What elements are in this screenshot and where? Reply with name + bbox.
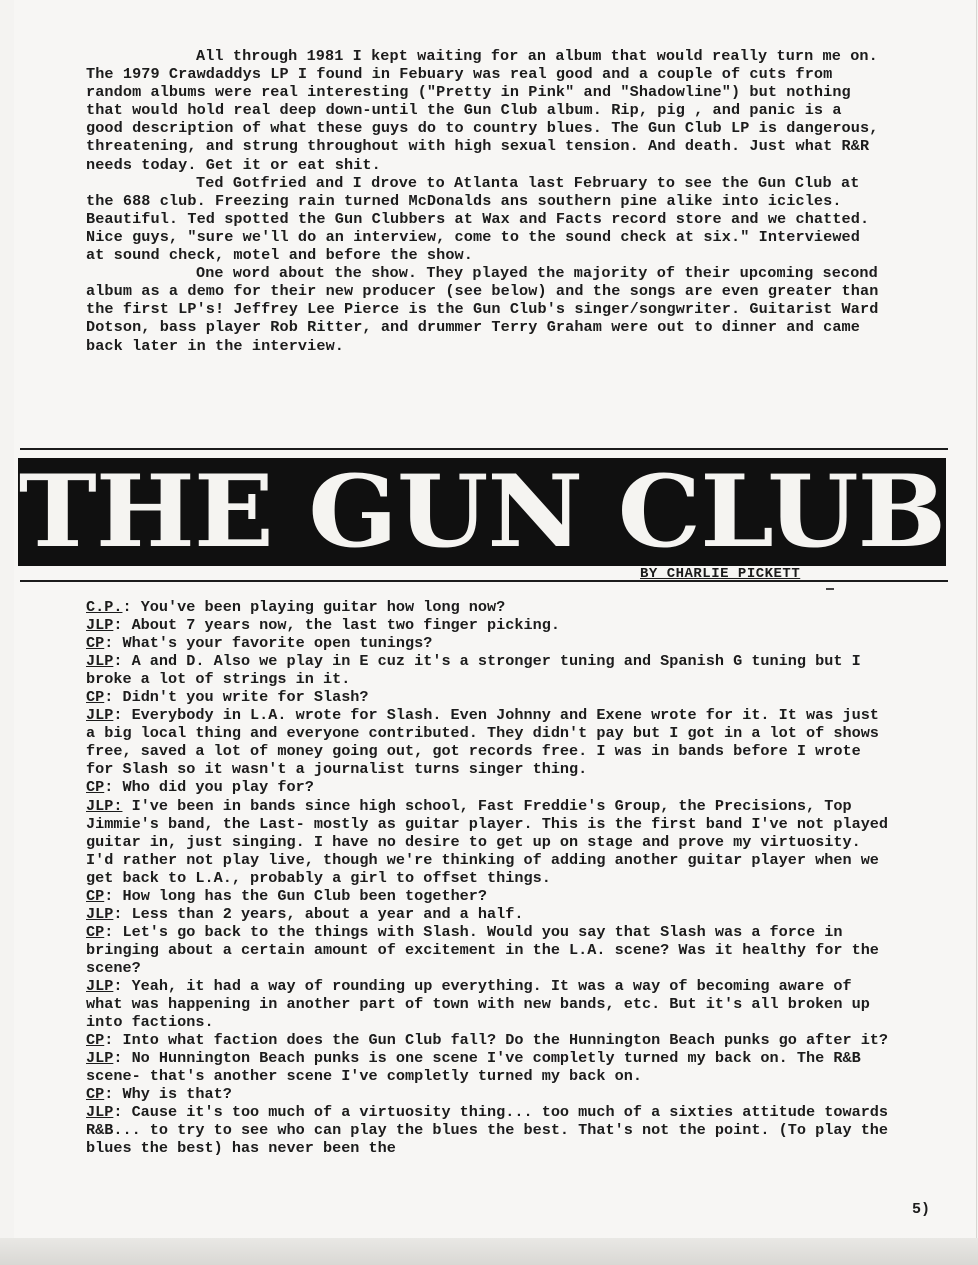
- interview-exchange: [86, 1031, 894, 1049]
- exchange-text: : Everybody in L.A. wrote for Slash. Even Johnny and Exene wrote for it. It was just a big local thing and everyone contributed. They didn't pay but I got in a lot of shows free, saved a lot of money going out, got records free. I was in bands before I wrote for Slash so it wasn't a journalist turns singer thing.: [86, 706, 879, 779]
- exchange-text: : About 7 years now, the last two finger picking.: [113, 616, 560, 635]
- speaker-label: JLP: [86, 904, 114, 923]
- exchange-text: : Into what faction does the Gun Club fall? Do the Hunnington Beach punks go after it?: [104, 1031, 889, 1050]
- interview-exchange: [86, 652, 894, 688]
- intro-text: [86, 47, 886, 355]
- intro-paragraph: All through 1981 I kept waiting for an album that would really turn me on. The 1979 Crawdaddys LP I found in Febuary was real good and a couple of cuts from random albums were real interesting ("Pretty in Pink" and "Shadowline") but nothing that would hold real deep down-until the Gun Club album. Rip, pig , and panic is a good description of what these guys do to country blues. The Gun Club LP is dangerous, threatening, and strung throughout with high sexual tension. And death. Just what R&R needs today. Get it or eat shit.: [86, 47, 879, 174]
- speaker-label: JLP: [86, 976, 114, 995]
- speaker-label: CP: [86, 922, 105, 941]
- interview-exchange: [86, 1049, 894, 1085]
- byline: BY CHARLIE PICKETT: [640, 566, 801, 582]
- top-rule: [20, 448, 948, 450]
- speaker-label: JLP: [86, 1103, 114, 1122]
- speaker-label: JLP: [86, 616, 114, 635]
- interview-exchange: [86, 706, 894, 778]
- title-banner: [18, 453, 946, 570]
- exchange-text: : Less than 2 years, about a year and a half.: [113, 904, 524, 923]
- speaker-label: JLP: [86, 706, 114, 725]
- interview-exchange: [86, 616, 894, 634]
- exchange-text: : How long has the Gun Club been together?: [104, 886, 488, 905]
- exchange-text: : Didn't you write for Slash?: [104, 688, 369, 707]
- interview-text: [86, 598, 894, 1157]
- speaker-label: CP: [86, 886, 105, 905]
- speaker-label: CP: [86, 778, 105, 797]
- speaker-label: JLP: [86, 1049, 114, 1068]
- stray-mark: [826, 588, 834, 590]
- speaker-label: C.P.: [86, 598, 123, 616]
- interview-exchange: [86, 778, 894, 796]
- speaker-label: CP: [86, 688, 105, 707]
- speaker-label: CP: [86, 1031, 105, 1050]
- speaker-label: JLP: [86, 652, 114, 671]
- interview-exchange: [86, 887, 894, 905]
- exchange-text: : No Hunnington Beach punks is one scene I've completly turned my back on. The R&B scene- that's another scene I've completly turned my back on.: [86, 1049, 861, 1086]
- exchange-text: : Let's go back to the things with Slash. Would you say that Slash was a force in bringing about a certain amount of excitement in the L.A. scene? Was it healthy for the scene?: [86, 922, 879, 977]
- interview-exchange: [86, 923, 894, 977]
- intro-paragraph: Ted Gotfried and I drove to Atlanta last February to see the Gun Club at the 688 club. Freezing rain turned McDonalds ans southern pine alike into icicles. Beautiful. Ted spotted the Gun Clubbers at Wax and Facts record store and we chatted. Nice guys, "sure we'll do an interview, come to the sound check at six." Interviewed at sound check, motel and before the show.: [86, 173, 870, 265]
- exchange-text: : You've been playing guitar how long now?: [122, 598, 506, 616]
- banner-title: THE GUN CLUB: [18, 453, 946, 570]
- exchange-text: : Why is that?: [104, 1085, 232, 1104]
- interview-exchange: [86, 598, 894, 616]
- speaker-label: CP: [86, 634, 105, 653]
- speaker-label: JLP:: [86, 796, 123, 815]
- interview-exchange: [86, 797, 894, 887]
- exchange-text: : What's your favorite open tunings?: [104, 634, 433, 653]
- page-number: 5): [912, 1201, 931, 1218]
- intro-paragraph: One word about the show. They played the majority of their upcoming second album as a demo for their new producer (see below) and the songs are even greater than the first LP's! Jeffrey Lee Pierce is the Gun Club's singer/songwriter. Guitarist Ward Dotson, bass player Rob Ritter, and drummer Terry Graham were out to dinner and came back later in the interview.: [86, 264, 879, 355]
- exchange-text: : A and D. Also we play in E cuz it's a stronger tuning and Spanish G tuning but I broke a lot of strings in it.: [86, 652, 861, 689]
- exchange-text: : Cause it's too much of a virtuosity thing... too much of a sixties attitude towards R&B... to try to see who can play the blues the best. That's not the point. (To play the blues the best) has never been the: [86, 1103, 889, 1158]
- exchange-text: : Yeah, it had a way of rounding up everything. It was a way of becoming aware of what was happening in another part of town with new bands, etc. But it's all broken up into factions.: [86, 976, 870, 1032]
- interview-exchange: [86, 688, 894, 706]
- exchange-text: : Who did you play for?: [104, 778, 314, 797]
- interview-exchange: [86, 905, 894, 923]
- exchange-text: I've been in bands since high school, Fast Freddie's Group, the Precisions, Top Jimmie's band, the Last- mostly as guitar player. This is the first band I've not played guitar in, just singing. I have no desire to get up on stage and prove my virtuosity. I'd rather not play live, though we're thinking of adding another guitar player when we get back to L.A., probably a girl to offset things.: [86, 796, 889, 887]
- interview-exchange: [86, 1085, 894, 1103]
- interview-exchange: [86, 634, 894, 652]
- interview-exchange: [86, 977, 894, 1031]
- page-edge: [0, 1238, 978, 1265]
- bottom-rule: [20, 580, 948, 582]
- speaker-label: CP: [86, 1085, 105, 1104]
- interview-exchange: [86, 1103, 894, 1157]
